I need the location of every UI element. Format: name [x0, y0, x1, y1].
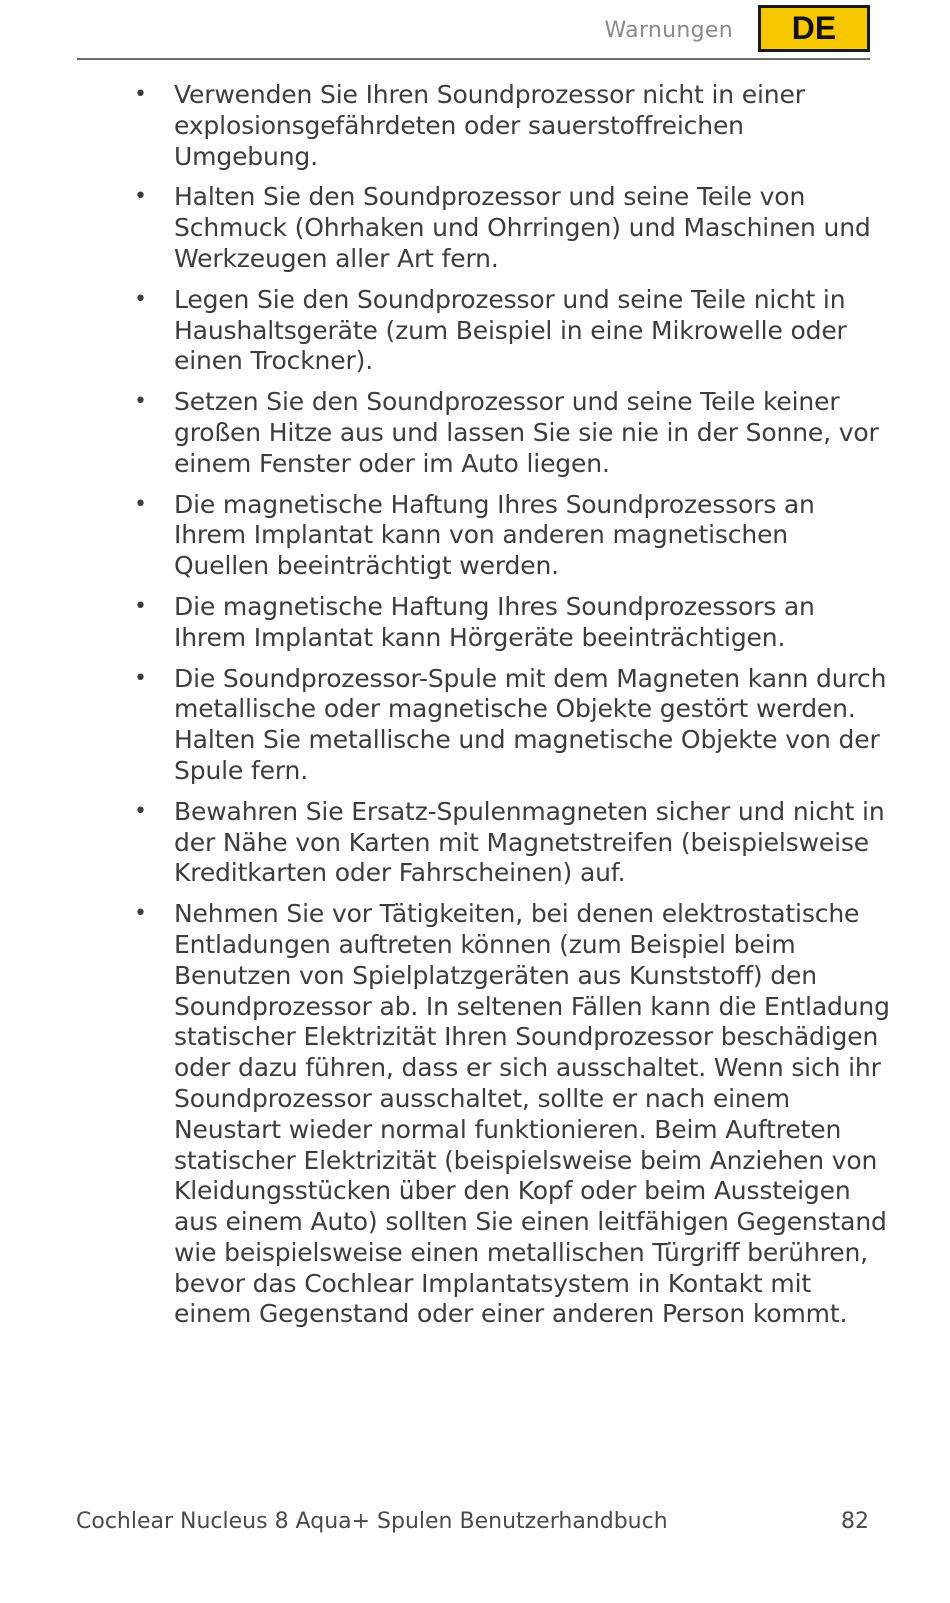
warning-item: [0, 182, 950, 274]
manual-title: Cochlear Nucleus 8 Aqua+ Spulen Benutzerhandbuch: [76, 1509, 668, 1534]
warning-text: Halten Sie den Soundprozessor und seine Teile von Schmuck (Ohrhaken und Ohrringen) und Maschinen und Werkzeugen aller Art fern.: [174, 182, 871, 273]
warning-item: [0, 797, 950, 889]
warning-text: Setzen Sie den Soundprozessor und seine Teile keiner großen Hitze aus und lassen Sie sie nie in der Sonne, vor einem Fenster oder im Auto liegen.: [174, 387, 879, 478]
warning-text: Bewahren Sie Ersatz-Spulenmagneten sicher und nicht in der Nähe von Karten mit Magnetstreifen (beispielsweise Kreditkarten oder Fahrscheinen) auf.: [174, 796, 885, 888]
warning-item: [0, 899, 950, 1330]
warning-item: [0, 490, 950, 582]
page-footer: [76, 1509, 869, 1534]
warning-text: Nehmen Sie vor Tätigkeiten, bei denen elektrostatische Entladungen auftreten können (zum Beispiel beim Benutzen von Spielplatzgeräten aus Kunststoff) den Soundprozessor ab. In seltenen Fällen kann die Entladung statischer Elektrizität Ihren Soundprozessor beschädigen oder dazu führen, dass er sich ausschaltet. Wenn sich ihr Soundprozessor ausschaltet, sollte er nach einem Neustart wieder normal funktionieren. Beim Auftreten statischer Elektrizität (beispielsweise beim Anziehen von Kleidungsstücken über den Kopf oder beim Aussteigen aus einem Auto) sollten Sie einen leitfähigen Gegenstand wie beispielsweise einen metallischen Türgriff berühren, bevor das Cochlear Implantatsystem in Kontakt mit einem Gegenstand oder einer anderen Person kommt.: [174, 899, 890, 1329]
warning-text: Die magnetische Haftung Ihres Soundprozessors an Ihrem Implantat kann Hörgeräte beeinträchtigen.: [174, 591, 815, 652]
warning-item: [0, 592, 950, 654]
warning-item: [0, 387, 950, 479]
warning-text: Verwenden Sie Ihren Soundprozessor nicht in einer explosionsgefährdeten oder sauerstoffreichen Umgebung.: [174, 80, 805, 171]
bullet-icon: •: [134, 798, 147, 824]
page-number: 82: [841, 1509, 869, 1534]
bullet-icon: •: [134, 593, 147, 619]
warning-item: [0, 80, 950, 172]
warning-text: Die magnetische Haftung Ihres Soundprozessors an Ihrem Implantat kann von anderen magnetischen Quellen beeinträchtigt werden.: [174, 489, 815, 581]
warnings-list: [0, 80, 950, 1330]
section-title: Warnungen: [604, 18, 733, 43]
warning-item: [0, 664, 950, 787]
warning-text: Die Soundprozessor-Spule mit dem Magneten kann durch metallische oder magnetische Objekte gestört werden. Halten Sie metallische und magnetische Objekte von der Spule fern.: [174, 663, 887, 785]
bullet-icon: •: [134, 389, 147, 415]
language-badge: DE: [758, 5, 870, 52]
bullet-icon: •: [134, 491, 147, 517]
bullet-icon: •: [134, 901, 147, 927]
page-header: [77, 0, 870, 60]
warnings-content: [0, 80, 950, 1340]
bullet-icon: •: [134, 286, 147, 312]
warning-text: Legen Sie den Soundprozessor und seine Teile nicht in Haushaltsgeräte (zum Beispiel in eine Mikrowelle oder einen Trockner).: [174, 284, 847, 376]
bullet-icon: •: [134, 184, 147, 210]
bullet-icon: •: [134, 665, 147, 691]
bullet-icon: •: [134, 82, 147, 107]
warning-item: [0, 285, 950, 377]
